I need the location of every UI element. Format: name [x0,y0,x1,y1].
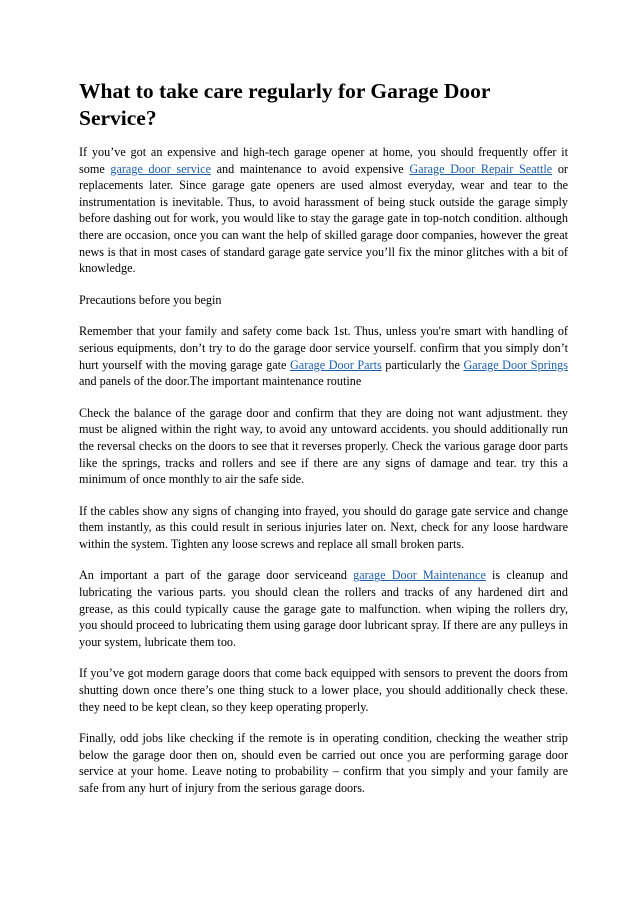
paragraph-text: Check the balance of the garage door and confirm that they are doing not want adjustment. they must be aligned within the right way, to avoid any untoward accidents. you should additionally run the reversal checks on the doors to see that it reverses properly. Check the various garage door parts like the springs, tracks and rollers and see if there are any signs of damage and tear. try this a minimum of once monthly to air the safe side. [79,405,568,487]
paragraph-text: is cleanup and lubricating the various parts. you should clean the rollers and tracks of any hardened dirt and grease, as this could typically cause the garage gate to malfunction. when wiping the rollers dry, you should proceed to lubricating them using garage door lubricant spray. If there are any pulleys in your system, lubricate them too. [79,568,568,649]
paragraph [79,665,568,715]
paragraph [79,567,568,650]
paragraph-text: Precautions before you begin [79,292,222,307]
inline-link[interactable]: Garage Door Repair Seattle [409,161,553,176]
paragraph [79,730,568,796]
paragraph-text: If you’ve got modern garage doors that come back equipped with sensors to prevent the doors from shutting down once there’s one thing stuck to a lower place, you should additionally check these. they need to be kept clean, so they keep operating properly. [79,666,568,714]
inline-link[interactable]: Garage Door Parts [290,357,382,372]
page-title: What to take care regularly for Garage Door Service? [79,79,490,130]
paragraph-text: Finally, odd jobs like checking if the remote is in operating condition, checking the weather strip below the garage door then on, should even be carried out once you are performing garage door service at your home. Leave noting to probability – confirm that you simply and your family are safe from any hurt of injury from the serious garage doors. [79,731,568,795]
inline-link[interactable]: garage Door Maintenance [353,568,486,583]
paragraph-text: or replacements later. Since garage gate openers are used almost everyday, wear and tear to the instrumentation is inevitable. Thus, to avoid harassment of being stuck outside the garage simply before dashing out for work, you would like to stay the garage gate in top-notch condition. although there are occasion, once you can want the help of skilled garage door companies, however the great news is that in most cases of standard garage gate service you’ll fix the minor glitches with a bit of knowledge. [79,161,568,276]
paragraph-text: An important a part of the garage door serviceand [79,568,354,583]
paragraph [79,144,568,277]
paragraph [79,503,568,553]
paragraph [79,323,568,389]
document-body [79,144,568,797]
inline-link[interactable]: garage door service [110,161,211,176]
paragraph-text: particularly the [381,357,464,372]
paragraph-text: and panels of the door.The important maintenance routine [79,374,362,389]
paragraph-text: If you’ve got an expensive and high-tech garage opener at home, you should frequently offer it some [79,145,568,176]
paragraph-text: and maintenance to avoid expensive [211,161,410,176]
inline-link[interactable]: Garage Door Springs [463,357,569,372]
paragraph-text: If the cables show any signs of changing into frayed, you should do garage gate service and change them instantly, as this could result in serious injuries later on. Next, check for any loose hardware within the system. Tighten any loose screws and replace all small broken parts. [79,503,568,551]
paragraph-text: Remember that your family and safety come back 1st. Thus, unless you're smart with handling of serious equipments, don’t try to do the garage door service yourself. confirm that you simply don’t hurt yourself with the moving garage gate [79,324,568,372]
paragraph [79,405,568,488]
paragraph [79,292,568,309]
